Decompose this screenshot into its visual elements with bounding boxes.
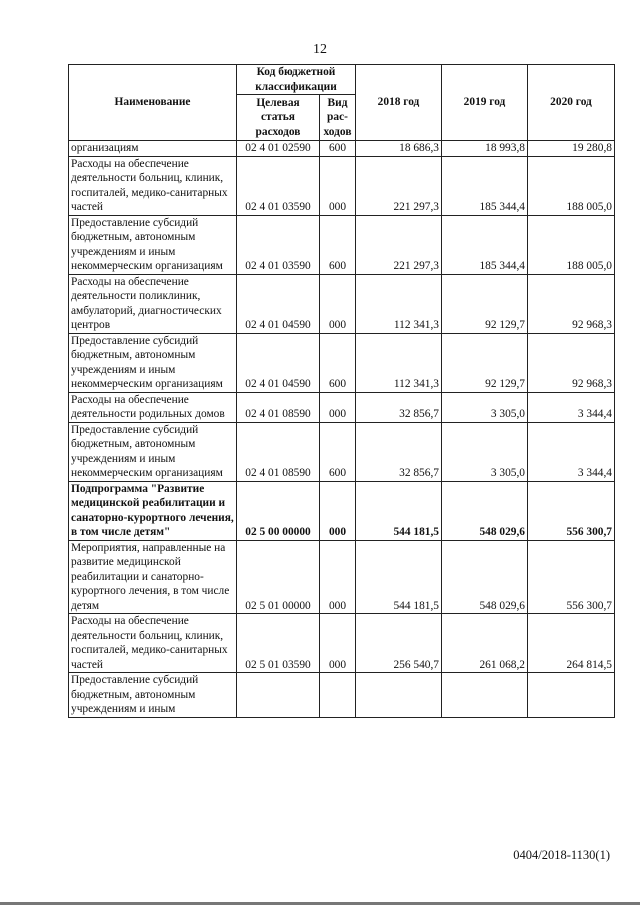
row-expense-type-cell: 000 (320, 274, 356, 333)
row-2020-cell: 556 300,7 (528, 540, 615, 614)
table-row (69, 673, 615, 718)
row-target-article-cell (237, 673, 320, 718)
row-2018-cell: 221 297,3 (356, 215, 442, 274)
row-2018-cell (356, 673, 442, 718)
row-target-article-cell: 02 4 01 04590 (237, 274, 320, 333)
row-name-cell: Предоставление субсидий бюджетным, автономным учреждениям и иным некоммерческим организациям (69, 422, 237, 481)
table-row (69, 422, 615, 481)
row-target-article-cell: 02 5 01 03590 (237, 614, 320, 673)
row-2018-cell: 544 181,5 (356, 481, 442, 540)
row-2019-cell: 185 344,4 (442, 156, 528, 215)
row-expense-type-cell (320, 673, 356, 718)
header-code-group: Код бюджетной классификации (237, 65, 356, 95)
table-row (69, 141, 615, 157)
row-2020-cell: 3 344,4 (528, 392, 615, 422)
row-name-cell: Расходы на обеспечение деятельности поликлиник, амбулаторий, диагностических центров (69, 274, 237, 333)
row-2020-cell: 188 005,0 (528, 215, 615, 274)
row-expense-type-cell: 600 (320, 141, 356, 157)
table-row (69, 614, 615, 673)
row-2020-cell: 92 968,3 (528, 333, 615, 392)
row-2019-cell: 92 129,7 (442, 274, 528, 333)
row-name-cell: Предоставление субсидий бюджетным, автономным учреждениям и иным некоммерческим организациям (69, 333, 237, 392)
row-2019-cell: 3 305,0 (442, 422, 528, 481)
row-2018-cell: 256 540,7 (356, 614, 442, 673)
row-name-cell: Мероприятия, направленные на развитие медицинской реабилитации и санаторно-курортного лечения, в том числе детям (69, 540, 237, 614)
row-name-cell: Предоставление субсидий бюджетным, автономным учреждениям и иным некоммерческим организациям (69, 215, 237, 274)
row-2018-cell: 544 181,5 (356, 540, 442, 614)
row-name-cell: Расходы на обеспечение деятельности родильных домов (69, 392, 237, 422)
table-row (69, 481, 615, 540)
row-name-cell: Расходы на обеспечение деятельности больниц, клиник, госпиталей, медико-санитарных частей (69, 156, 237, 215)
header-2020: 2020 год (528, 65, 615, 141)
row-2019-cell (442, 673, 528, 718)
row-expense-type-cell: 600 (320, 215, 356, 274)
row-expense-type-cell: 000 (320, 540, 356, 614)
row-target-article-cell: 02 4 01 08590 (237, 422, 320, 481)
row-2018-cell: 221 297,3 (356, 156, 442, 215)
row-name-cell: Расходы на обеспечение деятельности больниц, клиник, госпиталей, медико-санитарных частей (69, 614, 237, 673)
row-name-cell: Предоставление субсидий бюджетным, автономным учреждениям и иным (69, 673, 237, 718)
row-target-article-cell: 02 4 01 04590 (237, 333, 320, 392)
table-row (69, 392, 615, 422)
row-2018-cell: 112 341,3 (356, 333, 442, 392)
document-code: 0404/2018-1130(1) (513, 848, 610, 862)
row-2020-cell: 92 968,3 (528, 274, 615, 333)
table-body (69, 141, 615, 718)
table-row (69, 274, 615, 333)
table-header (69, 65, 615, 141)
page-number: 12 (313, 42, 327, 57)
row-expense-type-cell: 000 (320, 614, 356, 673)
header-2018: 2018 год (356, 65, 442, 141)
row-2020-cell (528, 673, 615, 718)
row-2018-cell: 112 341,3 (356, 274, 442, 333)
budget-table (68, 64, 615, 718)
row-target-article-cell: 02 5 00 00000 (237, 481, 320, 540)
row-2018-cell: 32 856,7 (356, 422, 442, 481)
row-2019-cell: 185 344,4 (442, 215, 528, 274)
row-expense-type-cell: 600 (320, 422, 356, 481)
row-2020-cell: 188 005,0 (528, 156, 615, 215)
table-row (69, 540, 615, 614)
row-2019-cell: 548 029,6 (442, 540, 528, 614)
row-2019-cell: 18 993,8 (442, 141, 528, 157)
row-2020-cell: 264 814,5 (528, 614, 615, 673)
row-expense-type-cell: 000 (320, 156, 356, 215)
row-name-cell: организациям (69, 141, 237, 157)
row-target-article-cell: 02 4 01 08590 (237, 392, 320, 422)
header-name: Наименование (69, 65, 237, 141)
row-target-article-cell: 02 4 01 03590 (237, 215, 320, 274)
row-2018-cell: 32 856,7 (356, 392, 442, 422)
row-name-cell: Подпрограмма "Развитие медицинской реабилитации и санаторно-курортного лечения, в том числе детям" (69, 481, 237, 540)
row-expense-type-cell: 000 (320, 392, 356, 422)
row-2019-cell: 261 068,2 (442, 614, 528, 673)
row-2018-cell: 18 686,3 (356, 141, 442, 157)
header-2019: 2019 год (442, 65, 528, 141)
row-2019-cell: 92 129,7 (442, 333, 528, 392)
row-2020-cell: 3 344,4 (528, 422, 615, 481)
row-target-article-cell: 02 4 01 03590 (237, 156, 320, 215)
row-target-article-cell: 02 5 01 00000 (237, 540, 320, 614)
header-expense-type: Вид рас-ходов (320, 95, 356, 141)
table-row (69, 156, 615, 215)
table-row (69, 333, 615, 392)
row-expense-type-cell: 000 (320, 481, 356, 540)
header-target-article: Целевая статья расходов (237, 95, 320, 141)
row-expense-type-cell: 600 (320, 333, 356, 392)
row-target-article-cell: 02 4 01 02590 (237, 141, 320, 157)
row-2020-cell: 19 280,8 (528, 141, 615, 157)
row-2020-cell: 556 300,7 (528, 481, 615, 540)
row-2019-cell: 548 029,6 (442, 481, 528, 540)
table-row (69, 215, 615, 274)
row-2019-cell: 3 305,0 (442, 392, 528, 422)
